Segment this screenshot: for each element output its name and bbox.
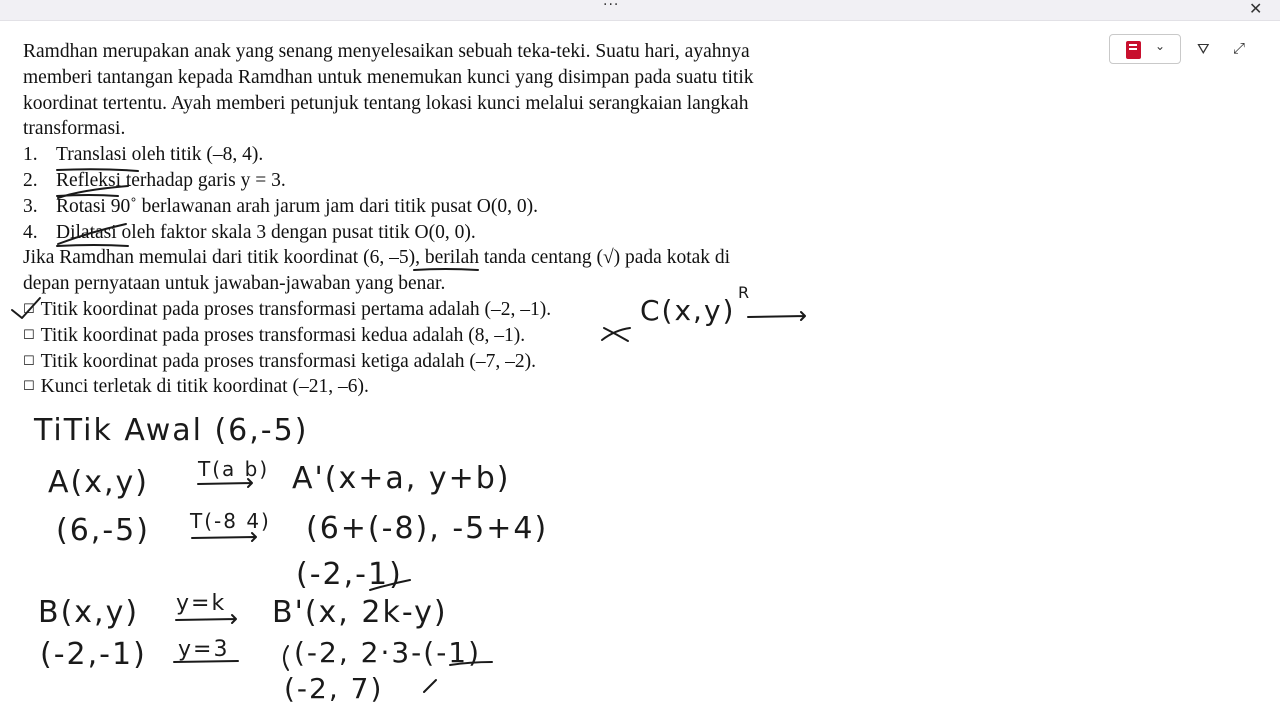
handwritten-line: (6,-5) bbox=[56, 513, 150, 548]
handwritten-line: (-2, 7) bbox=[284, 672, 384, 705]
option-text: Titik koordinat pada proses transformasi kedua adalah (8, –1). bbox=[40, 324, 526, 346]
instruction-line: Jika Ramdhan memulai dari titik koordinat (6, –5), berilah tanda centang (√) pada kotak di bbox=[23, 247, 731, 269]
handwritten-line: T(-8 4) bbox=[190, 509, 271, 533]
arrow-stroke bbox=[176, 615, 236, 623]
more-options-icon[interactable]: ··· bbox=[603, 0, 620, 13]
option-text: Titik koordinat pada proses transformasi ketiga adalah (–7, –2). bbox=[40, 350, 536, 372]
handwritten-line: A'(x+a, y+b) bbox=[292, 461, 511, 496]
handwritten-line: T(a b) bbox=[198, 457, 270, 481]
checkbox-icon[interactable]: ☐ bbox=[23, 353, 35, 369]
margin-superscript: R bbox=[738, 283, 752, 302]
arrow-stroke bbox=[748, 312, 805, 320]
handwritten-line: B(x,y) bbox=[38, 595, 140, 630]
close-icon[interactable]: ✕ bbox=[1249, 0, 1263, 18]
handwritten-line: y=3 bbox=[178, 637, 230, 662]
underline-stroke bbox=[57, 245, 128, 246]
handwritten-line: (-2,-1) bbox=[40, 637, 147, 672]
underline-stroke bbox=[414, 269, 478, 270]
handwritten-line: (-2, 2·3-(-1) bbox=[294, 636, 482, 669]
handwritten-line: (6+(-8), -5+4) bbox=[306, 511, 549, 546]
handwritten-line: B'(x, 2k-y) bbox=[272, 595, 448, 630]
intro-line: memberi tantangan kepada Ramdhan untuk menemukan kunci yang disimpan pada suatu titik bbox=[23, 66, 754, 88]
instruction-line: depan pernyataan untuk jawaban-jawaban yang benar. bbox=[23, 273, 446, 295]
intro-line: Ramdhan merupakan anak yang senang menyelesaikan sebuah teka-teki. Suatu hari, ayahnya bbox=[23, 41, 750, 62]
underline-stroke bbox=[57, 169, 138, 171]
option-text: Kunci terletak di titik koordinat (–21, –6). bbox=[40, 376, 369, 398]
step-number: 1. bbox=[23, 144, 38, 166]
step-number: 4. bbox=[23, 221, 38, 243]
step-number: 3. bbox=[23, 195, 38, 217]
step-number: 2. bbox=[23, 169, 38, 191]
checkbox-icon[interactable]: ☐ bbox=[23, 301, 35, 317]
handwritten-line: y=k bbox=[176, 591, 227, 616]
handwritten-line: TiTik Awal (6,-5) bbox=[34, 413, 309, 448]
intro-line: transformasi. bbox=[23, 118, 126, 140]
checkbox-icon[interactable]: ☐ bbox=[23, 379, 35, 395]
underline-stroke bbox=[58, 224, 126, 244]
handwritten-line: (-2,-1) bbox=[296, 557, 403, 592]
checkbox-icon[interactable]: ☐ bbox=[23, 327, 35, 343]
intro-line: koordinat tertentu. Ayah memberi petunjuk tentang lokasi kunci melalui serangkaian langkah bbox=[23, 92, 749, 114]
step-text: Rotasi 90˚ berlawanan arah jarum jam dari titik pusat O(0, 0). bbox=[56, 195, 538, 217]
margin-note: C(x,y) bbox=[640, 294, 736, 327]
step-text: Dilatasi oleh faktor skala 3 dengan pusat titik O(0, 0). bbox=[56, 221, 476, 243]
arrow-stroke bbox=[192, 533, 256, 541]
step-text: Refleksi terhadap garis y = 3. bbox=[56, 169, 286, 191]
step-text: Translasi oleh titik (–8, 4). bbox=[56, 144, 264, 166]
paren-stroke bbox=[284, 646, 288, 670]
option-text: Titik koordinat pada proses transformasi pertama adalah (–2, –1). bbox=[40, 298, 552, 320]
chevron-down-icon: ⌄ bbox=[1155, 39, 1166, 53]
tick-stroke bbox=[424, 680, 436, 692]
expand-icon[interactable]: ⤢ bbox=[1233, 39, 1246, 57]
pen-filter-icon[interactable]: ⛛ bbox=[1197, 40, 1210, 58]
checkmark-stroke bbox=[12, 298, 40, 318]
handwritten-line: A(x,y) bbox=[48, 465, 149, 500]
